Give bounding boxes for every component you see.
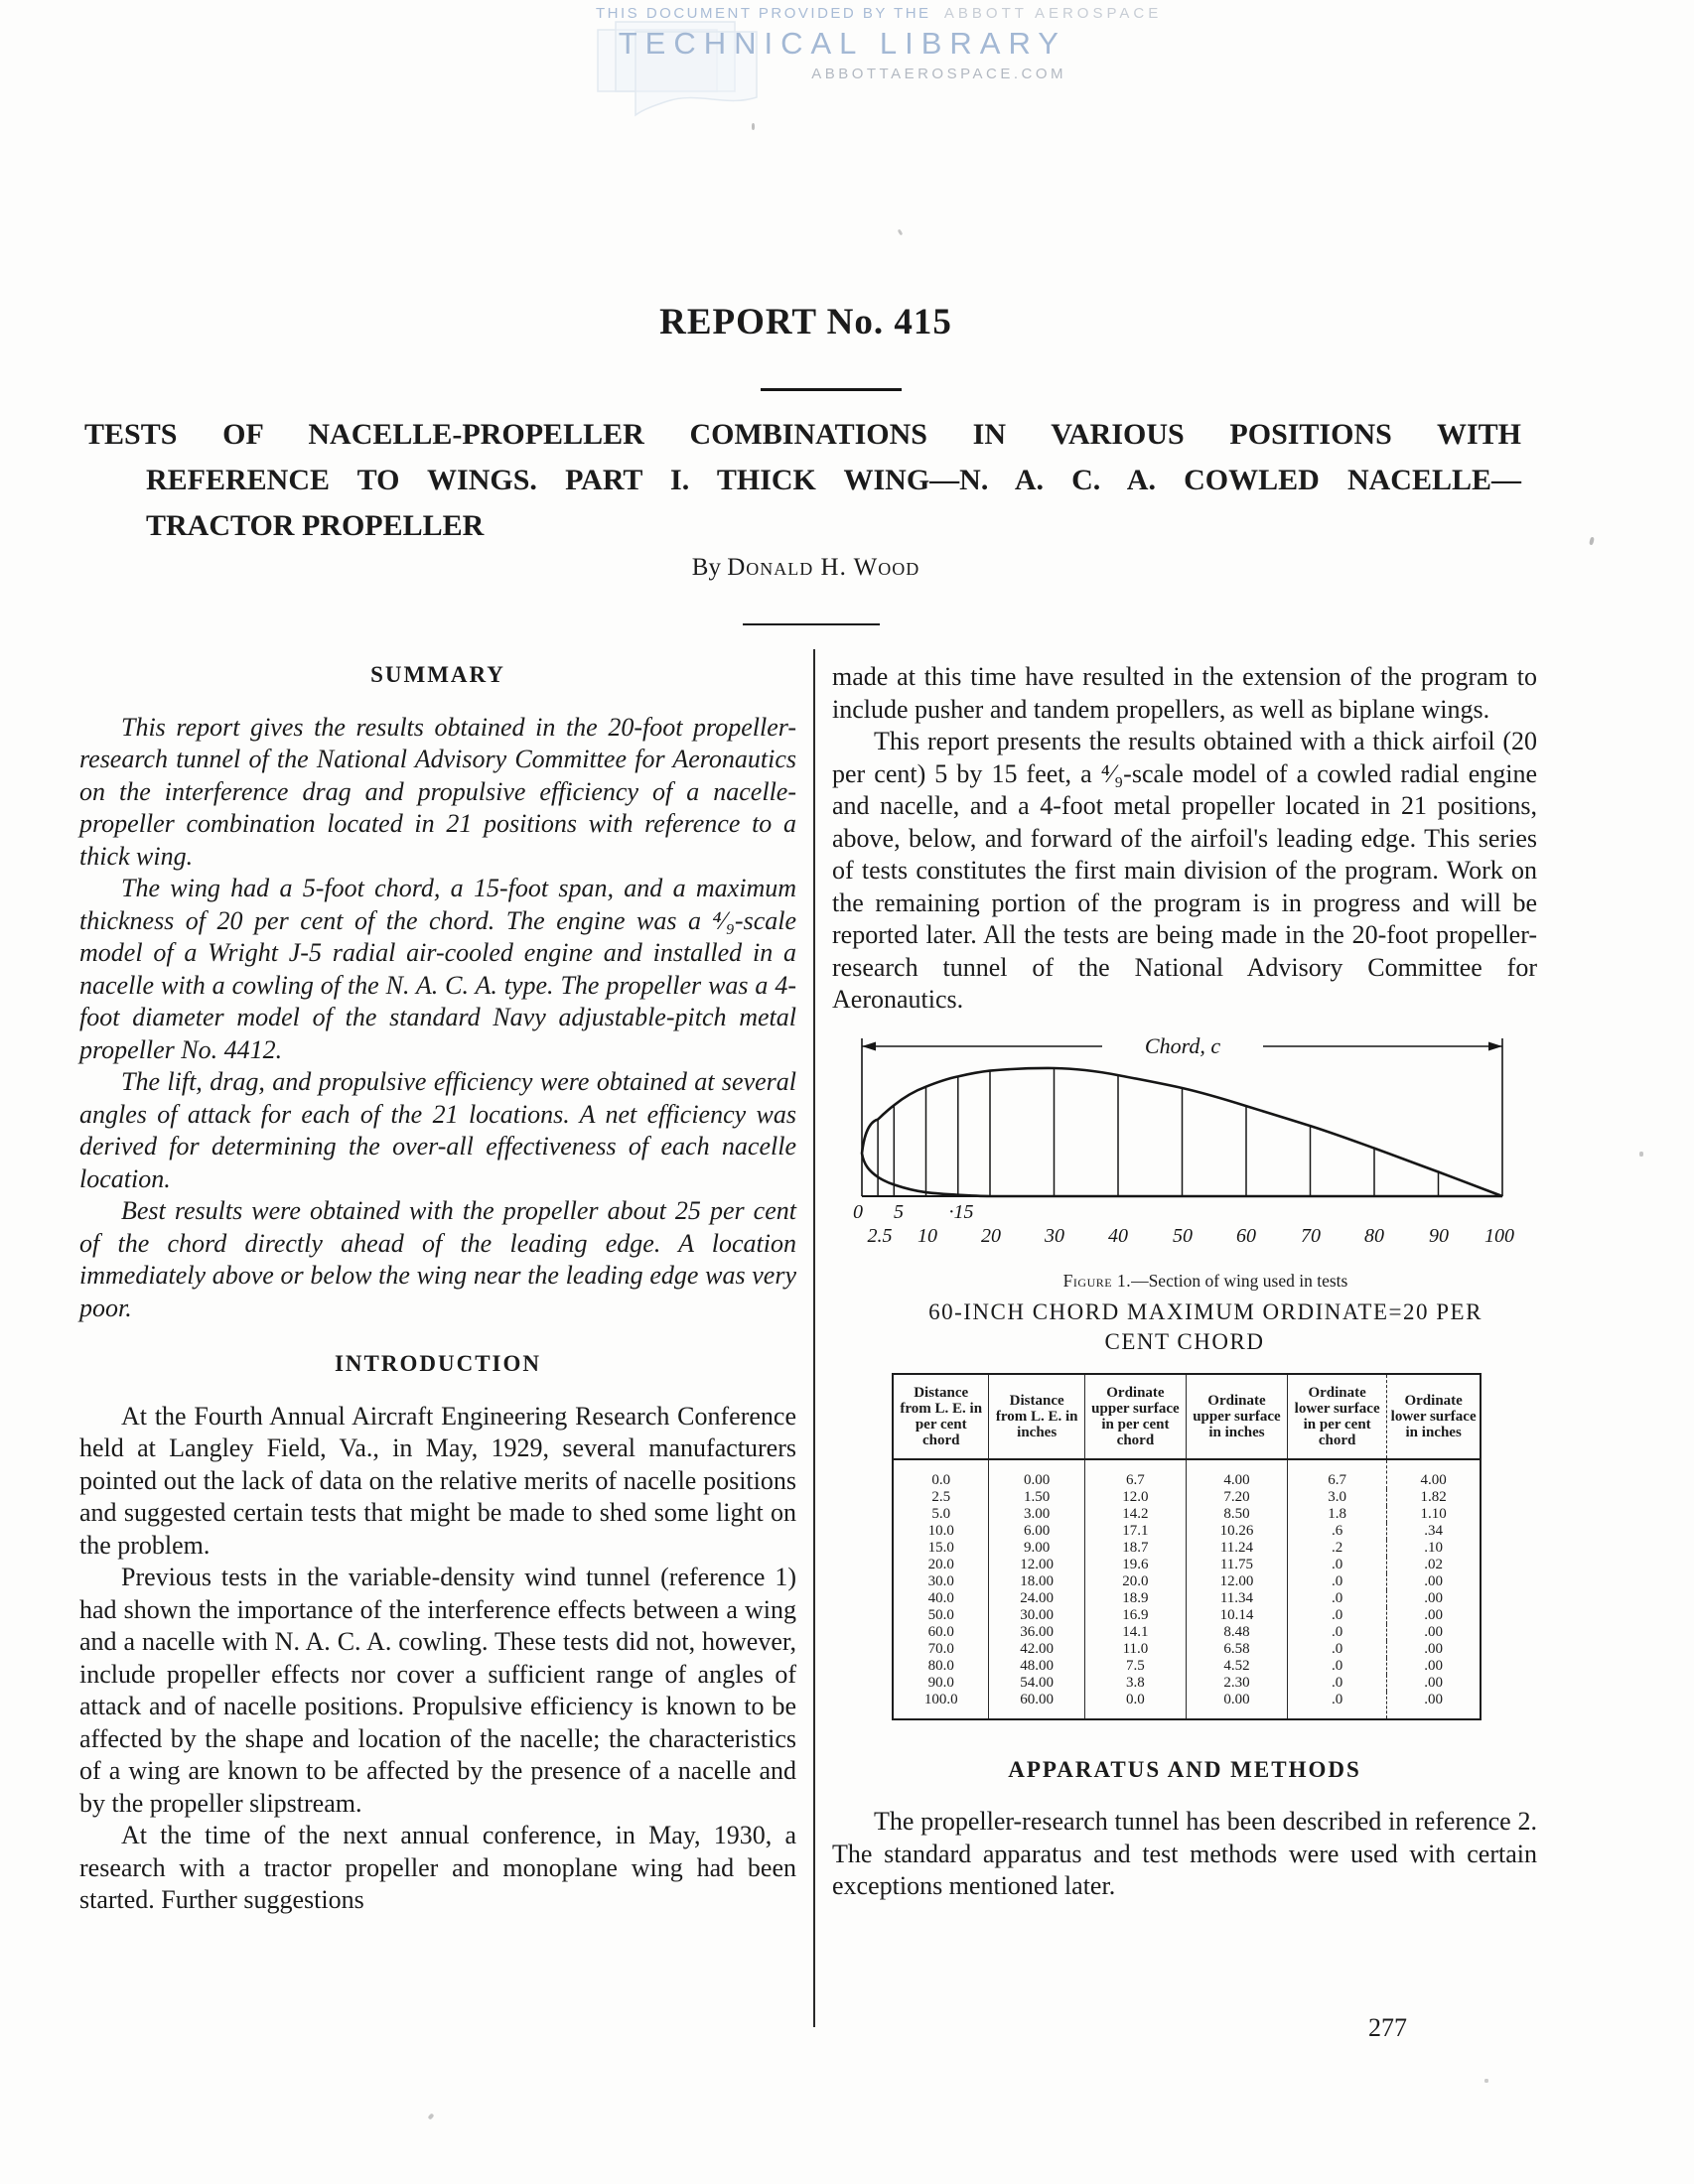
station-label: 60 — [1236, 1224, 1256, 1247]
table-cell: 1.10 — [1387, 1506, 1481, 1523]
table-cell: 10.0 — [927, 1522, 954, 1539]
table-cell: 18.7 — [1084, 1540, 1186, 1557]
summary-paragraph: The wing had a 5-foot chord, a 15-foot span, and a maximum thickness of 20 per cent of the chord. The engine was a ⁴⁄₉-scale model of a Wright J-5 radial air-cooled engine and installed in a nacelle with a cowling of the N. A. C. A. type. The propeller was a 4-foot diameter model of the standard Navy adjustable-pitch metal propeller No. 4412. — [79, 874, 796, 1064]
table-cell: 12.00 — [1186, 1573, 1287, 1590]
table-cell: 2.30 — [1186, 1675, 1287, 1692]
body-paragraph: This report presents the results obtained with a thick airfoil (20 per cent) 5 by 15 feet, a ⁴⁄₉-scale model of a cowled radial engine and nacelle, and a 4-foot metal propeller located in 21 positions, above, below, and forward of the airfoil's leading edge. This series of tests constitutes the first main division of the program. Work on the remaining portion of the program is in progress and will be reported later. All the tests are being made in the 20-foot propeller-research tunnel of the National Advisory Committee for Aeronautics. — [832, 727, 1537, 1014]
author-name: Donald H. Wood — [727, 554, 920, 581]
table-cell: .0 — [1287, 1658, 1386, 1675]
scan-speck — [428, 2113, 435, 2119]
table-cell: 90.0 — [927, 1674, 954, 1691]
table-cell: 80.0 — [927, 1657, 954, 1674]
table-cell: 8.48 — [1186, 1624, 1287, 1641]
table-cell: 20.0 — [927, 1556, 954, 1572]
table-cell: .34 — [1387, 1523, 1481, 1540]
wing-section-drawing — [832, 1026, 1533, 1257]
page-number: 277 — [1368, 2013, 1407, 2042]
byline — [77, 554, 1534, 582]
chord-dimension-label: Chord, c — [1144, 1032, 1221, 1058]
column-header: Distance from L. E. in per cent chord — [893, 1374, 989, 1459]
figure-caption — [832, 1265, 1537, 1297]
watermark-website: ABBOTTAEROSPACE.COM — [811, 66, 1066, 82]
table-row — [893, 1573, 1481, 1590]
station-label: 10 — [918, 1224, 937, 1247]
station-label: 90 — [1429, 1224, 1449, 1247]
table-cell: 54.00 — [989, 1675, 1084, 1692]
station-label: 20 — [981, 1224, 1001, 1247]
table-row — [893, 1675, 1481, 1692]
station-label: 30 — [1045, 1224, 1064, 1247]
table-cell: 6.58 — [1186, 1641, 1287, 1658]
table-cell: 16.9 — [1084, 1607, 1186, 1624]
table-cell: 12.0 — [1084, 1489, 1186, 1506]
table-cell: .00 — [1387, 1573, 1481, 1590]
table-row — [893, 1540, 1481, 1557]
introduction-paragraph: At the Fourth Annual Aircraft Engineering Research Conference held at Langley Field, Va., in May, 1929, several manufacturers pointed out the lack of data on the relative merits of nacelle positions and suggested certain tests that might be made to shed some light on the problem. — [79, 1401, 796, 1560]
divider-rule-byline — [743, 623, 880, 625]
table-cell: 11.24 — [1186, 1540, 1287, 1557]
table-cell: 3.0 — [1287, 1489, 1386, 1506]
table-row — [893, 1590, 1481, 1607]
table-row — [893, 1641, 1481, 1658]
table-cell: .2 — [1287, 1540, 1386, 1557]
divider-rule-top — [761, 388, 902, 391]
table-cell: 6.7 — [1287, 1459, 1386, 1489]
report-title-line1: TESTS OF NACELLE-PROPELLER COMBINATIONS IN VARIOUS POSITIONS WITH — [84, 418, 1521, 451]
table-cell: 48.00 — [989, 1658, 1084, 1675]
table-cell: 30.0 — [927, 1572, 954, 1589]
station-label: ·15 — [948, 1200, 974, 1223]
scan-speck — [752, 123, 755, 130]
introduction-section — [79, 1401, 796, 1917]
table-cell: 8.50 — [1186, 1506, 1287, 1523]
table-cell: .00 — [1387, 1624, 1481, 1641]
figure-caption-text: —Section of wing used in tests — [1131, 1271, 1348, 1291]
table-cell: 30.00 — [989, 1607, 1084, 1624]
summary-paragraph: The lift, drag, and propulsive efficiency were obtained at several angles of attack for each of the 21 locations. A net efficiency was derived for determining the over-all effectiveness of each nacelle location. — [79, 1067, 796, 1193]
table-cell: 17.1 — [1084, 1523, 1186, 1540]
apparatus-heading: APPARATUS AND METHODS — [1008, 1756, 1361, 1782]
station-label: 5 — [894, 1200, 904, 1223]
table-cell: 14.1 — [1084, 1624, 1186, 1641]
table-cell: 4.52 — [1186, 1658, 1287, 1675]
table-cell: 19.6 — [1084, 1557, 1186, 1573]
table-heading: 60-INCH CHORD MAXIMUM ORDINATE=20 PER CENT CHORD — [928, 1298, 1482, 1354]
table-cell: 9.00 — [989, 1540, 1084, 1557]
table-cell: 7.5 — [1084, 1658, 1186, 1675]
table-cell: .00 — [1387, 1692, 1481, 1719]
byline-prefix: By — [691, 554, 721, 581]
table-cell: 10.26 — [1186, 1523, 1287, 1540]
scan-speck — [1589, 537, 1595, 546]
table-cell: 3.8 — [1084, 1675, 1186, 1692]
table-row — [893, 1523, 1481, 1540]
table-cell: .00 — [1387, 1658, 1481, 1675]
table-row — [893, 1658, 1481, 1675]
table-row — [893, 1692, 1481, 1719]
table-row — [893, 1607, 1481, 1624]
table-cell: 18.9 — [1084, 1590, 1186, 1607]
table-cell: 12.00 — [989, 1557, 1084, 1573]
table-cell: 4.00 — [1186, 1459, 1287, 1489]
table-cell: 0.0 — [1084, 1692, 1186, 1719]
table-cell: 1.8 — [1287, 1506, 1386, 1523]
station-label: 2.5 — [867, 1224, 893, 1247]
station-label: 70 — [1301, 1224, 1321, 1247]
table-cell: 4.00 — [1387, 1459, 1481, 1489]
table-cell: 24.00 — [989, 1590, 1084, 1607]
table-row — [893, 1489, 1481, 1506]
ordinates-table — [892, 1373, 1482, 1720]
report-title — [84, 412, 1521, 549]
table-cell: .0 — [1287, 1590, 1386, 1607]
table-cell: 50.0 — [927, 1606, 954, 1623]
figure-caption-prefix: Figure 1. — [1062, 1271, 1132, 1291]
column-header: Ordinate upper surface in per cent chord — [1084, 1374, 1186, 1459]
table-cell: 36.00 — [989, 1624, 1084, 1641]
summary-paragraph: This report gives the results obtained in the 20-foot propeller-research tunnel of the National Advisory Committee for Aeronautics on the interference drag and propulsive efficiency of a nacelle-propeller combination located in 21 positions with reference to a thick wing. — [79, 712, 796, 871]
station-label: 0 — [853, 1200, 863, 1223]
station-label: 40 — [1108, 1224, 1128, 1247]
table-cell: .00 — [1387, 1607, 1481, 1624]
table-cell: 60.0 — [927, 1623, 954, 1640]
table-cell: 0.00 — [989, 1459, 1084, 1489]
table-cell: 3.00 — [989, 1506, 1084, 1523]
table-cell: 20.0 — [1084, 1573, 1186, 1590]
right-column — [832, 655, 1537, 1903]
summary-heading: SUMMARY — [370, 662, 505, 687]
column-header: Ordinate upper surface in inches — [1186, 1374, 1287, 1459]
table-row — [893, 1624, 1481, 1641]
table-cell: 100.0 — [923, 1691, 958, 1707]
body-paragraph: made at this time have resulted in the extension of the program to include pusher and tandem propellers, as well as biplane wings. — [832, 662, 1537, 724]
table-cell: .00 — [1387, 1675, 1481, 1692]
table-cell: .0 — [1287, 1641, 1386, 1658]
table-cell: 1.50 — [989, 1489, 1084, 1506]
introduction-heading: INTRODUCTION — [334, 1351, 542, 1376]
table-cell: 5.0 — [931, 1505, 951, 1522]
summary-paragraph: Best results were obtained with the propeller about 25 per cent of the chord directly ahead of the leading edge. A location immediately above or below the wing near the leading edge was very poor. — [79, 1196, 796, 1322]
left-column — [79, 655, 796, 1917]
table-cell: .0 — [1287, 1607, 1386, 1624]
table-row — [893, 1557, 1481, 1573]
table-cell: .0 — [1287, 1675, 1386, 1692]
table-cell: .02 — [1387, 1557, 1481, 1573]
table-row — [893, 1506, 1481, 1523]
summary-section — [79, 712, 796, 1325]
figure-1 — [832, 1026, 1537, 1297]
column-header: Ordinate lower surface in per cent chord — [1287, 1374, 1386, 1459]
table-cell: 6.7 — [1084, 1459, 1186, 1489]
table-body — [893, 1459, 1481, 1719]
scan-speck — [1639, 1152, 1643, 1157]
table-cell: .0 — [1287, 1573, 1386, 1590]
table-cell: 11.34 — [1186, 1590, 1287, 1607]
station-label: 100 — [1484, 1224, 1514, 1247]
table-header-row — [893, 1374, 1481, 1459]
table-cell: .0 — [1287, 1692, 1386, 1719]
table-cell: 7.20 — [1186, 1489, 1287, 1506]
table-cell: 2.5 — [931, 1488, 951, 1505]
table-row — [893, 1459, 1481, 1489]
table-cell: 15.0 — [927, 1539, 954, 1556]
scan-speck — [1484, 2079, 1488, 2083]
column-divider — [813, 649, 815, 2027]
table-cell: 11.0 — [1084, 1641, 1186, 1658]
report-title-line2: REFERENCE TO WINGS. PART I. THICK WING—N. A. C. A. COWLED NACELLE— — [146, 464, 1521, 496]
watermark — [596, 5, 1163, 82]
table-cell: .10 — [1387, 1540, 1481, 1557]
table-cell: 11.75 — [1186, 1557, 1287, 1573]
table-cell: .00 — [1387, 1641, 1481, 1658]
column-header: Ordinate lower surface in inches — [1387, 1374, 1481, 1459]
table-cell: 18.00 — [989, 1573, 1084, 1590]
table-cell: 10.14 — [1186, 1607, 1287, 1624]
apparatus-paragraph: The propeller-research tunnel has been described in reference 2. The standard apparatus and test methods were used with certain exceptions mentioned later. — [832, 1807, 1537, 1900]
table-cell: 0.0 — [931, 1471, 951, 1488]
table-cell: .6 — [1287, 1523, 1386, 1540]
watermark-provided-line: THIS DOCUMENT PROVIDED BY THE ABBOTT AEROSPACE — [596, 5, 1163, 22]
table-cell: 40.0 — [927, 1589, 954, 1606]
station-label: 80 — [1364, 1224, 1384, 1247]
table-cell: .0 — [1287, 1624, 1386, 1641]
table-cell: 70.0 — [927, 1640, 954, 1657]
scan-speck — [898, 229, 904, 236]
table-cell: .0 — [1287, 1557, 1386, 1573]
report-title-line3: TRACTOR PROPELLER — [146, 509, 485, 542]
table-cell: 0.00 — [1186, 1692, 1287, 1719]
table-cell: 42.00 — [989, 1641, 1084, 1658]
introduction-paragraph: At the time of the next annual conference, in May, 1930, a research with a tractor propeller and monoplane wing had been started. Further suggestions — [79, 1821, 796, 1914]
table-cell: 60.00 — [989, 1692, 1084, 1719]
column-header: Distance from L. E. in inches — [989, 1374, 1084, 1459]
table-cell: 14.2 — [1084, 1506, 1186, 1523]
report-number: REPORT No. 415 — [659, 302, 952, 342]
introduction-paragraph: Previous tests in the variable-density wind tunnel (reference 1) had shown the importance of the interference effects between a wing and a nacelle with N. A. C. A. cowling. These tests did not, however, include propeller effects nor cover a sufficient range of angles of attack and of nacelle positions. Propulsive efficiency is known to be affected by the shape and location of the nacelle; the characteristics of a wing are known to be affected by the presence of a nacelle and by the propeller slipstream. — [79, 1563, 796, 1818]
table-cell: .00 — [1387, 1590, 1481, 1607]
table-cell: 6.00 — [989, 1523, 1084, 1540]
station-label: 50 — [1173, 1224, 1193, 1247]
table-cell: 1.82 — [1387, 1489, 1481, 1506]
watermark-library-title: TECHNICAL LIBRARY — [618, 26, 1066, 61]
